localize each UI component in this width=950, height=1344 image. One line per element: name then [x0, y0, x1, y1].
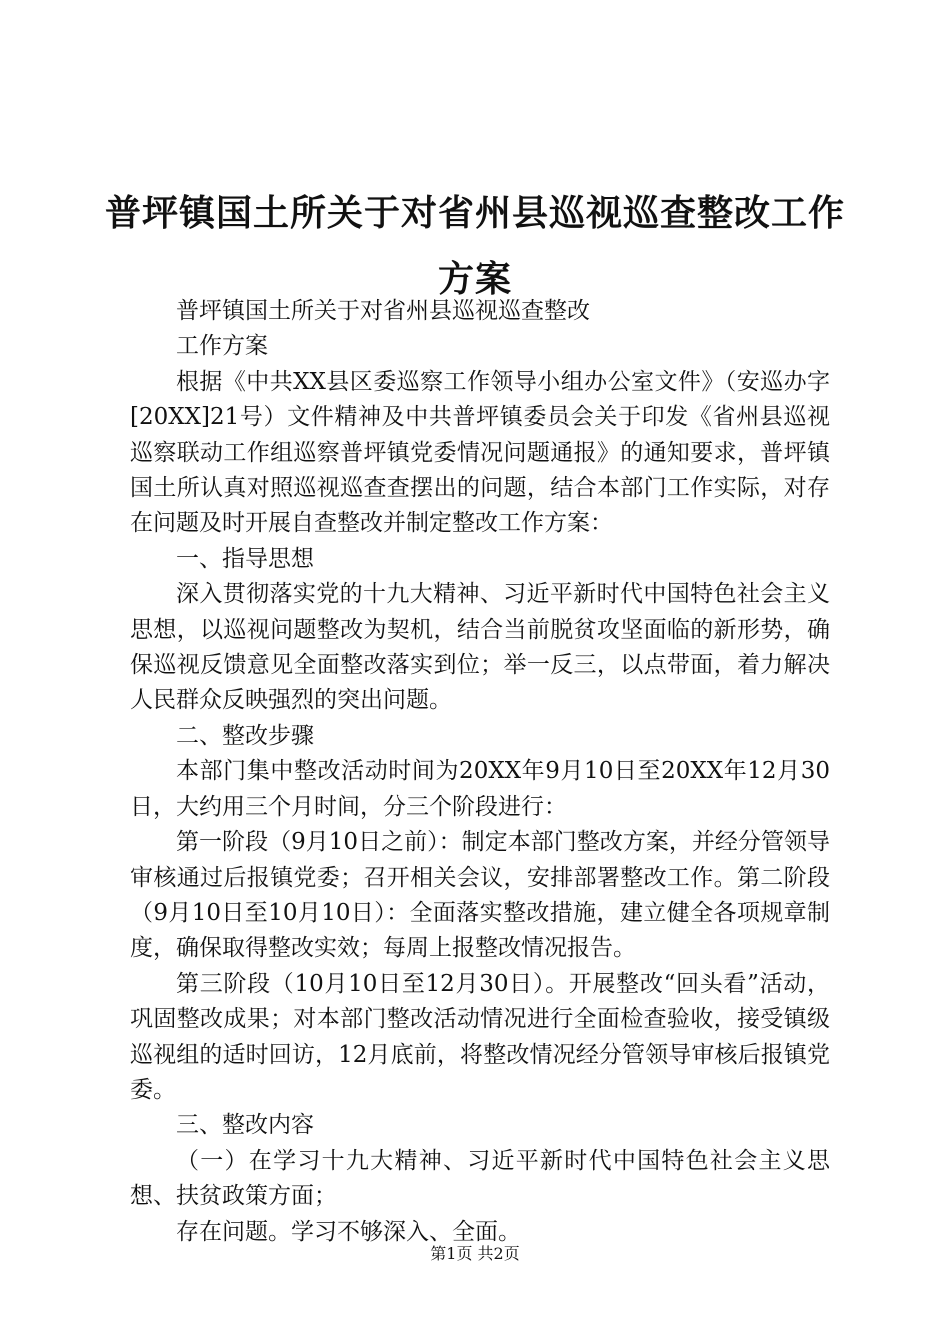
- paragraph-subsection-one: （一）在学习十九大精神、习近平新时代中国特色社会主义思想、扶贫政策方面；: [130, 1147, 830, 1210]
- paragraph-schedule: 本部门集中整改活动时间为20XX年9月10日至20XX年12月30日，大约用三个月时间，分三个阶段进行：: [130, 758, 830, 820]
- paragraph-existing-problem: 存在问题。学习不够深入、全面。: [176, 1218, 521, 1245]
- document-body: [130, 294, 830, 1250]
- section-heading-rectification-steps: 二、整改步骤: [176, 722, 314, 749]
- document-title: 普坪镇国土所关于对省州县巡视巡查整改工作方案: [104, 192, 845, 300]
- section-heading-rectification-content: 三、整改内容: [176, 1112, 314, 1139]
- paragraph-guiding-ideology: 深入贯彻落实党的十九大精神、习近平新时代中国特色社会主义思想，以巡视问题整改为契机，结合当前脱贫攻坚面临的新形势，确保巡视反馈意见全面整改落实到位；举一反三，以点带面，着力解决人民群众反映强烈的突出问题。: [130, 581, 830, 714]
- paragraph-subtitle-line-2: 工作方案: [176, 333, 268, 360]
- paragraph-intro: 根据《中共XX县区委巡察工作领导小组办公室文件》（安巡办字[20XX]21号）文件精神及中共普坪镇委员会关于印发《省州县巡视巡察联动工作组巡察普坪镇党委情况问题通报》的通知要求，普坪镇国土所认真对照巡视巡查查摆出的问题，结合本部门工作实际，对存在问题及时开展自查整改并制定整改工作方案：: [130, 368, 830, 537]
- section-heading-guiding-ideology: 一、指导思想: [176, 545, 314, 572]
- page-number-footer: 第1页 共2页: [430, 1244, 520, 1263]
- paragraph-subtitle-line-1: 普坪镇国土所关于对省州县巡视巡查整改: [176, 298, 590, 324]
- paragraph-stage-three: 第三阶段（10月10日至12月30日）。开展整改“回头看”活动，巩固整改成果；对本部门整改活动情况进行全面检查验收，接受镇级巡视组的适时回访，12月底前，将整改情况经分管领导审核后报镇党委。: [130, 970, 830, 1103]
- paragraph-stage-one-two: 第一阶段（9月10日之前）：制定本部门整改方案，并经分管领导审核通过后报镇党委；召开相关会议，安排部署整改工作。第二阶段（9月10日至10月10日）：全面落实整改措施，建立健全各项规章制度，确保取得整改实效；每周上报整改情况报告。: [130, 829, 830, 962]
